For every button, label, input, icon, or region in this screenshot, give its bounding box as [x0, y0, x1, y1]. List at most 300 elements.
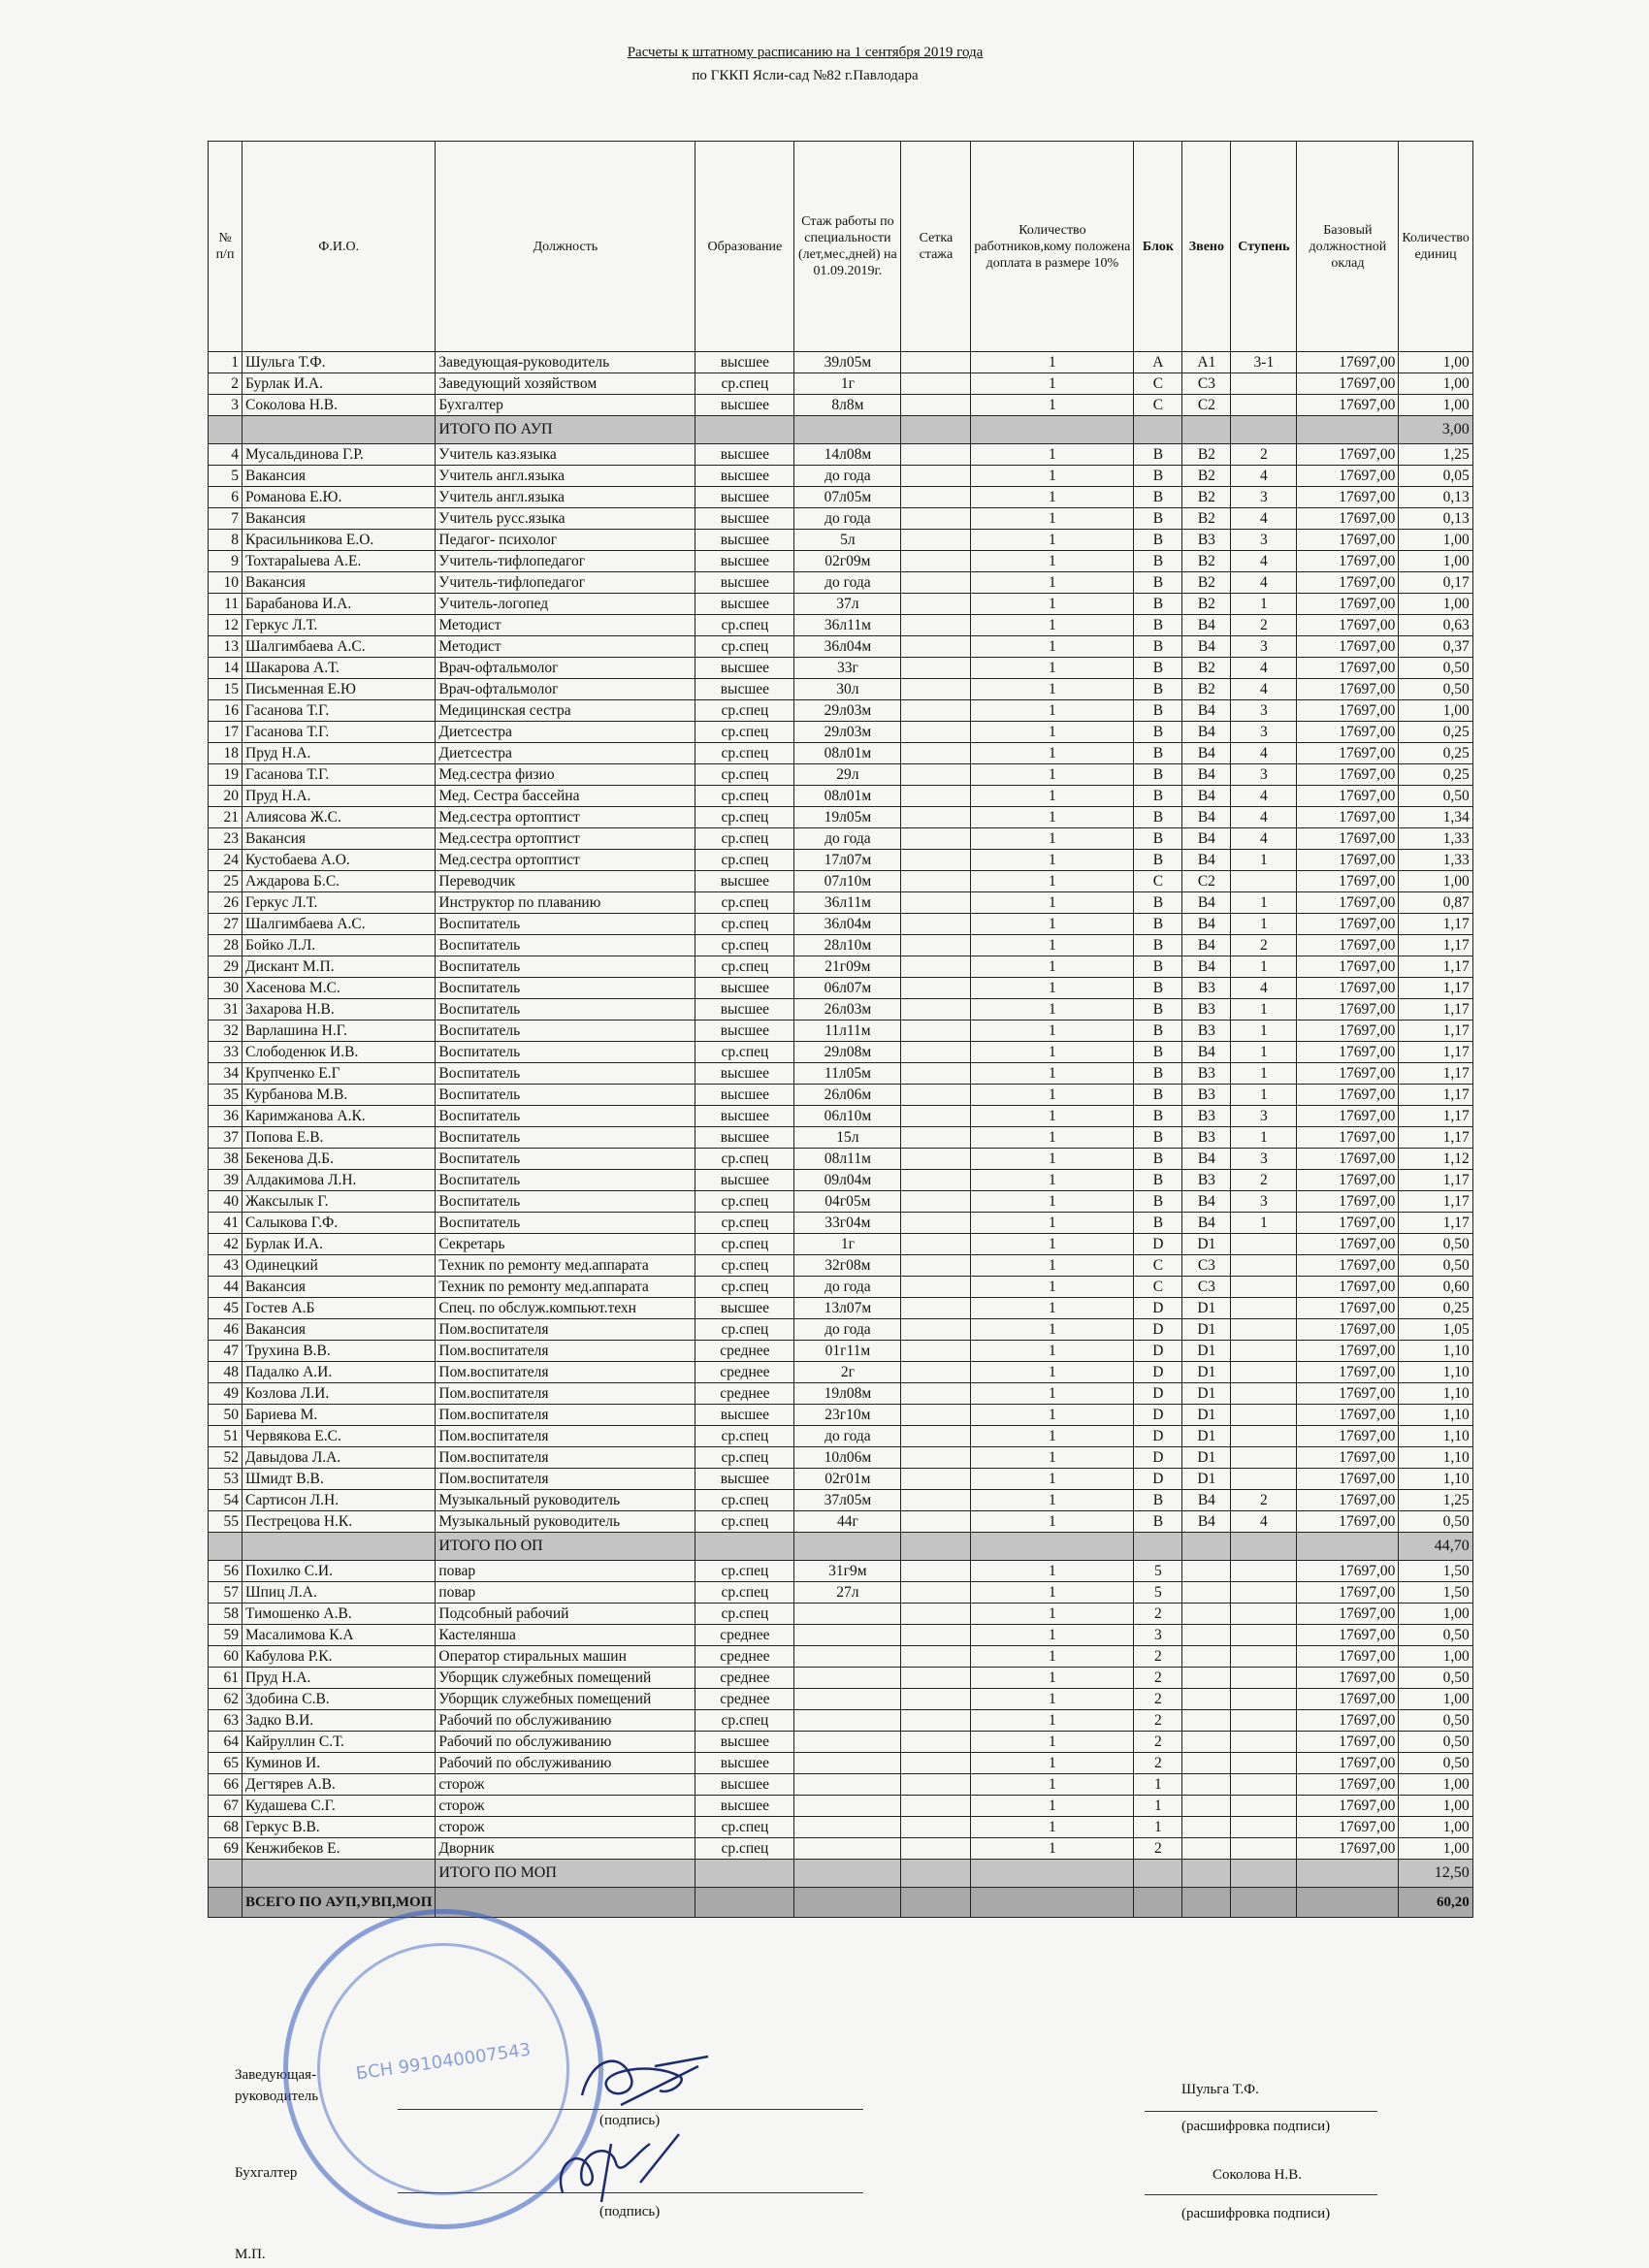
row-fio: Барабанова И.А.: [242, 594, 436, 615]
row-units: 1,00: [1399, 395, 1472, 416]
row-education: ср.спец: [695, 914, 794, 935]
row-count10: 1: [971, 1561, 1134, 1582]
subtotal-value: 44,70: [1399, 1533, 1472, 1561]
row-education: высшее: [695, 1469, 794, 1490]
col-header-fio: Ф.И.О.: [242, 142, 436, 352]
staff-table: [208, 141, 1473, 1918]
row-grid: [901, 1732, 971, 1753]
row-num: 19: [209, 764, 242, 786]
row-grid: [901, 508, 971, 530]
row-fio: Соколова Н.В.: [242, 395, 436, 416]
row-units: 0,87: [1399, 892, 1472, 914]
row-units: 0,25: [1399, 743, 1472, 764]
row-count10: 1: [971, 1362, 1134, 1383]
row-position: Учитель русс.языка: [436, 508, 695, 530]
row-experience: 07л05м: [794, 487, 901, 508]
document-title: Расчеты к штатному расписанию на 1 сентября 2019 года: [627, 45, 984, 60]
row-fio: Вакансия: [242, 572, 436, 594]
row-link: A1: [1182, 352, 1231, 373]
row-position: Мед.сестра физио: [436, 764, 695, 786]
row-units: 0,63: [1399, 615, 1472, 636]
row-experience: до года: [794, 1426, 901, 1447]
row-fio: Похилко С.И.: [242, 1561, 436, 1582]
row-grid: [901, 1582, 971, 1604]
row-salary: 17697,00: [1297, 1668, 1399, 1689]
col-header-grid: Сетка стажа: [901, 142, 971, 352]
row-salary: 17697,00: [1297, 871, 1399, 892]
row-salary: 17697,00: [1297, 636, 1399, 658]
row-units: 1,00: [1399, 1646, 1472, 1668]
row-salary: 17697,00: [1297, 679, 1399, 700]
row-num: 45: [209, 1298, 242, 1319]
row-grid: [901, 1774, 971, 1796]
row-education: ср.спец: [695, 1838, 794, 1860]
table-row: [209, 1213, 1473, 1234]
row-count10: 1: [971, 373, 1134, 395]
col-header-education: Образование: [695, 142, 794, 352]
table-row: [209, 1106, 1473, 1127]
col-header-position: Должность: [436, 142, 695, 352]
row-count10: 1: [971, 1319, 1134, 1341]
row-num: 59: [209, 1625, 242, 1646]
row-link: B2: [1182, 658, 1231, 679]
row-education: ср.спец: [695, 1191, 794, 1213]
row-education: высшее: [695, 1021, 794, 1042]
row-units: 1,00: [1399, 352, 1472, 373]
row-link: B2: [1182, 466, 1231, 487]
row-block: B: [1134, 508, 1182, 530]
row-count10: 1: [971, 1469, 1134, 1490]
row-grid: [901, 1021, 971, 1042]
row-position: Учитель англ.языка: [436, 466, 695, 487]
grand-total-empty-cell: [1297, 1888, 1399, 1918]
row-link: B2: [1182, 679, 1231, 700]
row-salary: 17697,00: [1297, 828, 1399, 850]
row-count10: 1: [971, 1426, 1134, 1447]
row-block: D: [1134, 1362, 1182, 1383]
table-row: [209, 892, 1473, 914]
row-education: ср.спец: [695, 1255, 794, 1277]
row-link: B2: [1182, 594, 1231, 615]
row-block: B: [1134, 1149, 1182, 1170]
row-step: [1231, 1604, 1297, 1625]
row-education: высшее: [695, 1796, 794, 1817]
row-step: [1231, 1255, 1297, 1277]
row-education: ср.спец: [695, 1710, 794, 1732]
row-fio: Гасанова Т.Г.: [242, 764, 436, 786]
row-num: 37: [209, 1127, 242, 1149]
row-education: ср.спец: [695, 722, 794, 743]
row-grid: [901, 466, 971, 487]
row-position: Заведующая-руководитель: [436, 352, 695, 373]
table-row: [209, 530, 1473, 551]
row-position: Диетсестра: [436, 743, 695, 764]
row-units: 1,00: [1399, 871, 1472, 892]
row-units: 1,10: [1399, 1469, 1472, 1490]
row-experience: 8л8м: [794, 395, 901, 416]
table-row: [209, 828, 1473, 850]
row-education: высшее: [695, 508, 794, 530]
row-experience: 37л: [794, 594, 901, 615]
table-row: [209, 1511, 1473, 1533]
row-count10: 1: [971, 871, 1134, 892]
row-block: B: [1134, 1042, 1182, 1063]
row-num: 53: [209, 1469, 242, 1490]
row-experience: 06л10м: [794, 1106, 901, 1127]
row-salary: 17697,00: [1297, 1234, 1399, 1255]
row-link: B3: [1182, 978, 1231, 999]
row-num: 10: [209, 572, 242, 594]
row-num: 50: [209, 1405, 242, 1426]
row-num: 64: [209, 1732, 242, 1753]
row-num: 28: [209, 935, 242, 956]
row-units: 0,25: [1399, 764, 1472, 786]
row-step: [1231, 1774, 1297, 1796]
row-count10: 1: [971, 743, 1134, 764]
row-block: 1: [1134, 1774, 1182, 1796]
row-experience: [794, 1646, 901, 1668]
row-position: Воспитатель: [436, 1191, 695, 1213]
row-count10: 1: [971, 1490, 1134, 1511]
row-step: [1231, 1426, 1297, 1447]
row-step: [1231, 1319, 1297, 1341]
row-position: Воспитатель: [436, 1021, 695, 1042]
stamp-text: БСН 991040007543: [354, 2039, 533, 2085]
row-count10: 1: [971, 786, 1134, 807]
row-step: [1231, 1405, 1297, 1426]
row-position: Методист: [436, 636, 695, 658]
row-grid: [901, 1063, 971, 1085]
row-experience: 08л11м: [794, 1149, 901, 1170]
row-education: ср.спец: [695, 1213, 794, 1234]
subtotal-empty-cell: [209, 1533, 242, 1561]
row-fio: Задко В.И.: [242, 1710, 436, 1732]
row-salary: 17697,00: [1297, 373, 1399, 395]
row-num: 11: [209, 594, 242, 615]
row-grid: [901, 1191, 971, 1213]
row-count10: 1: [971, 700, 1134, 722]
row-num: 26: [209, 892, 242, 914]
subtotal-value: 12,50: [1399, 1860, 1472, 1888]
row-experience: 30л: [794, 679, 901, 700]
row-count10: 1: [971, 1149, 1134, 1170]
row-grid: [901, 1689, 971, 1710]
row-step: 1: [1231, 1063, 1297, 1085]
grand-total-value: 60,20: [1399, 1888, 1472, 1918]
row-step: 3: [1231, 722, 1297, 743]
row-grid: [901, 1277, 971, 1298]
row-salary: 17697,00: [1297, 1646, 1399, 1668]
row-block: D: [1134, 1405, 1182, 1426]
table-row: [209, 1298, 1473, 1319]
row-block: B: [1134, 530, 1182, 551]
row-num: 61: [209, 1668, 242, 1689]
row-grid: [901, 1383, 971, 1405]
table-header-row: [209, 142, 1473, 352]
row-fio: Вакансия: [242, 508, 436, 530]
row-grid: [901, 1085, 971, 1106]
row-link: B2: [1182, 551, 1231, 572]
row-link: D1: [1182, 1469, 1231, 1490]
row-salary: 17697,00: [1297, 466, 1399, 487]
table-row: [209, 1646, 1473, 1668]
row-education: ср.спец: [695, 1277, 794, 1298]
row-experience: 07л10м: [794, 871, 901, 892]
row-block: 2: [1134, 1646, 1182, 1668]
table-row: [209, 1319, 1473, 1341]
row-block: B: [1134, 1213, 1182, 1234]
row-grid: [901, 1625, 971, 1646]
table-row: [209, 1710, 1473, 1732]
row-link: C3: [1182, 1277, 1231, 1298]
row-link: B3: [1182, 530, 1231, 551]
row-num: 6: [209, 487, 242, 508]
row-grid: [901, 551, 971, 572]
table-row: [209, 722, 1473, 743]
row-count10: 1: [971, 594, 1134, 615]
row-block: D: [1134, 1426, 1182, 1447]
row-link: C2: [1182, 871, 1231, 892]
row-position: Оператор стиральных машин: [436, 1646, 695, 1668]
row-grid: [901, 679, 971, 700]
row-block: B: [1134, 935, 1182, 956]
row-step: 1: [1231, 1085, 1297, 1106]
document-subtitle: по ГККП Ясли-сад №82 г.Павлодара: [692, 68, 919, 83]
row-position: Учитель-тифлопедагог: [436, 572, 695, 594]
row-fio: Сартисон Л.Н.: [242, 1490, 436, 1511]
row-position: Пом.воспитателя: [436, 1447, 695, 1469]
subtotal-empty-cell: [794, 416, 901, 444]
row-position: Пом.воспитателя: [436, 1405, 695, 1426]
row-step: 4: [1231, 786, 1297, 807]
row-block: B: [1134, 786, 1182, 807]
table-row: [209, 1362, 1473, 1383]
row-units: 1,00: [1399, 1838, 1472, 1860]
row-count10: 1: [971, 764, 1134, 786]
row-link: D1: [1182, 1362, 1231, 1383]
row-link: B3: [1182, 1170, 1231, 1191]
row-block: B: [1134, 743, 1182, 764]
row-experience: до года: [794, 466, 901, 487]
row-experience: 14л08м: [794, 444, 901, 466]
row-block: B: [1134, 466, 1182, 487]
row-grid: [901, 700, 971, 722]
row-experience: 44г: [794, 1511, 901, 1533]
row-education: среднее: [695, 1383, 794, 1405]
row-units: 1,17: [1399, 914, 1472, 935]
table-row: [209, 871, 1473, 892]
row-salary: 17697,00: [1297, 700, 1399, 722]
row-step: [1231, 1277, 1297, 1298]
row-count10: 1: [971, 1106, 1134, 1127]
row-block: D: [1134, 1383, 1182, 1405]
row-num: 56: [209, 1561, 242, 1582]
table-row: [209, 466, 1473, 487]
row-block: B: [1134, 487, 1182, 508]
row-units: 1,05: [1399, 1319, 1472, 1341]
table-row: [209, 1277, 1473, 1298]
head-name-line: [1145, 2111, 1377, 2112]
row-step: 4: [1231, 978, 1297, 999]
row-block: 2: [1134, 1753, 1182, 1774]
row-count10: 1: [971, 551, 1134, 572]
row-units: 1,17: [1399, 1213, 1472, 1234]
row-salary: 17697,00: [1297, 1796, 1399, 1817]
row-education: ср.спец: [695, 786, 794, 807]
row-position: Воспитатель: [436, 1127, 695, 1149]
table-row: [209, 1127, 1473, 1149]
head-signature-icon: [563, 2047, 728, 2115]
row-salary: 17697,00: [1297, 1710, 1399, 1732]
row-units: 1,17: [1399, 1127, 1472, 1149]
row-experience: 09л04м: [794, 1170, 901, 1191]
row-num: 31: [209, 999, 242, 1021]
row-link: B4: [1182, 615, 1231, 636]
row-grid: [901, 1469, 971, 1490]
table-row: [209, 999, 1473, 1021]
row-experience: 1г: [794, 373, 901, 395]
row-salary: 17697,00: [1297, 1511, 1399, 1533]
row-fio: Крупченко Е.Г: [242, 1063, 436, 1085]
row-education: ср.спец: [695, 1447, 794, 1469]
row-salary: 17697,00: [1297, 1106, 1399, 1127]
table-row: [209, 1170, 1473, 1191]
row-link: [1182, 1774, 1231, 1796]
row-num: 67: [209, 1796, 242, 1817]
row-block: B: [1134, 700, 1182, 722]
row-link: C2: [1182, 395, 1231, 416]
row-education: ср.спец: [695, 700, 794, 722]
row-grid: [901, 352, 971, 373]
row-position: Рабочий по обслуживанию: [436, 1753, 695, 1774]
row-experience: до года: [794, 508, 901, 530]
subtotal-empty-cell: [1182, 416, 1231, 444]
row-link: [1182, 1732, 1231, 1753]
row-grid: [901, 615, 971, 636]
table-row: [209, 551, 1473, 572]
row-education: ср.спец: [695, 1604, 794, 1625]
row-count10: 1: [971, 914, 1134, 935]
row-num: 66: [209, 1774, 242, 1796]
row-block: B: [1134, 1511, 1182, 1533]
row-block: D: [1134, 1341, 1182, 1362]
row-salary: 17697,00: [1297, 594, 1399, 615]
row-position: Педагог- психолог: [436, 530, 695, 551]
row-fio: Захарова Н.В.: [242, 999, 436, 1021]
row-step: 1: [1231, 1213, 1297, 1234]
row-count10: 1: [971, 956, 1134, 978]
row-block: C: [1134, 1255, 1182, 1277]
row-num: 7: [209, 508, 242, 530]
row-units: 1,00: [1399, 594, 1472, 615]
row-position: Диетсестра: [436, 722, 695, 743]
row-education: среднее: [695, 1689, 794, 1710]
row-count10: 1: [971, 722, 1134, 743]
row-block: B: [1134, 594, 1182, 615]
row-units: 1,00: [1399, 373, 1472, 395]
subtotal-label: ИТОГО ПО АУП: [436, 416, 695, 444]
row-step: 3: [1231, 1191, 1297, 1213]
row-position: Методист: [436, 615, 695, 636]
row-units: 0,50: [1399, 1625, 1472, 1646]
row-experience: 33г: [794, 658, 901, 679]
row-count10: 1: [971, 508, 1134, 530]
row-count10: 1: [971, 1298, 1134, 1319]
row-grid: [901, 956, 971, 978]
row-units: 1,17: [1399, 1085, 1472, 1106]
row-num: 18: [209, 743, 242, 764]
row-fio: Кудашева С.Г.: [242, 1796, 436, 1817]
row-experience: 23г10м: [794, 1405, 901, 1426]
row-salary: 17697,00: [1297, 1490, 1399, 1511]
row-units: 1,17: [1399, 1106, 1472, 1127]
row-education: ср.спец: [695, 892, 794, 914]
staff-table-wrapper: [208, 141, 1473, 1918]
row-link: B4: [1182, 1213, 1231, 1234]
row-step: 4: [1231, 1511, 1297, 1533]
row-fio: Пруд Н.А.: [242, 786, 436, 807]
row-units: 0,17: [1399, 572, 1472, 594]
row-grid: [901, 999, 971, 1021]
row-fio: Шалгимбаева А.С.: [242, 636, 436, 658]
row-block: C: [1134, 395, 1182, 416]
col-header-count10: Количество работников,кому положена доплата в размере 10%: [971, 142, 1134, 352]
row-units: 0,25: [1399, 722, 1472, 743]
row-fio: Геркус В.В.: [242, 1817, 436, 1838]
row-count10: 1: [971, 1085, 1134, 1106]
row-count10: 1: [971, 1646, 1134, 1668]
row-experience: 26л03м: [794, 999, 901, 1021]
row-salary: 17697,00: [1297, 352, 1399, 373]
table-row: [209, 1191, 1473, 1213]
row-block: B: [1134, 828, 1182, 850]
row-education: ср.спец: [695, 1561, 794, 1582]
row-education: высшее: [695, 395, 794, 416]
row-salary: 17697,00: [1297, 1838, 1399, 1860]
table-row: [209, 1668, 1473, 1689]
row-experience: 01г11м: [794, 1341, 901, 1362]
row-salary: 17697,00: [1297, 743, 1399, 764]
row-education: ср.спец: [695, 764, 794, 786]
row-units: 1,17: [1399, 1170, 1472, 1191]
row-step: [1231, 1838, 1297, 1860]
row-salary: 17697,00: [1297, 1319, 1399, 1341]
row-step: 3: [1231, 700, 1297, 722]
row-link: D1: [1182, 1383, 1231, 1405]
row-position: Переводчик: [436, 871, 695, 892]
row-block: 2: [1134, 1732, 1182, 1753]
row-block: 2: [1134, 1710, 1182, 1732]
row-position: Подсобный рабочий: [436, 1604, 695, 1625]
row-education: ср.спец: [695, 743, 794, 764]
row-step: 1: [1231, 999, 1297, 1021]
grand-total-empty-cell: [1182, 1888, 1231, 1918]
row-experience: 02г01м: [794, 1469, 901, 1490]
row-salary: 17697,00: [1297, 850, 1399, 871]
row-block: 5: [1134, 1561, 1182, 1582]
row-units: 0,60: [1399, 1277, 1472, 1298]
grand-total-label: ВСЕГО ПО АУП,УВП,МОП: [242, 1888, 436, 1918]
row-link: B4: [1182, 850, 1231, 871]
row-grid: [901, 572, 971, 594]
row-position: повар: [436, 1561, 695, 1582]
row-link: B2: [1182, 444, 1231, 466]
row-units: 1,00: [1399, 551, 1472, 572]
subtotal-empty-cell: [242, 1533, 436, 1561]
row-education: высшее: [695, 530, 794, 551]
row-grid: [901, 594, 971, 615]
row-grid: [901, 444, 971, 466]
